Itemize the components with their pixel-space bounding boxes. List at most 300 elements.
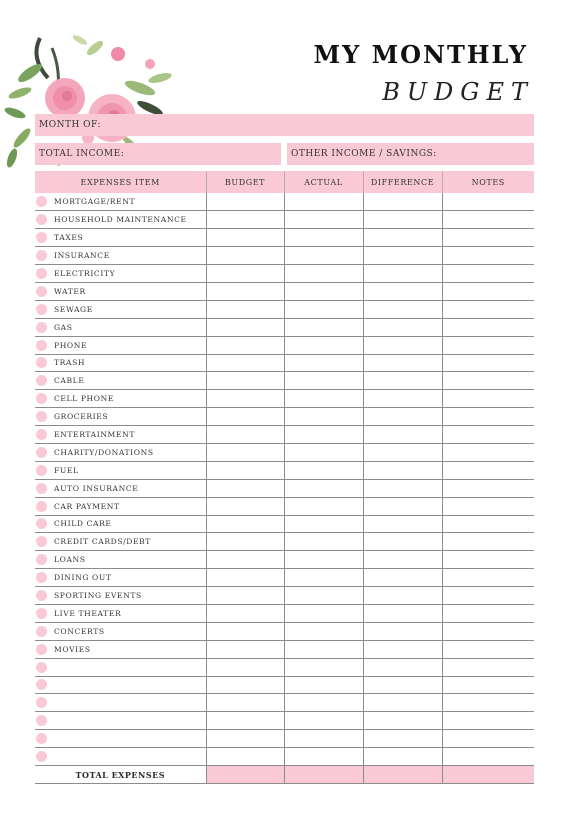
bullet-dot-icon [36, 340, 47, 351]
budget-cell[interactable] [206, 265, 284, 283]
expense-item [35, 283, 206, 300]
expense-item-label: CAR PAYMENT [54, 501, 120, 511]
expense-item-label: LOANS [54, 555, 86, 565]
expense-item [35, 748, 206, 765]
expense-item [35, 265, 206, 282]
table-row [35, 426, 534, 444]
expense-item [35, 229, 206, 246]
expense-item-cell [35, 658, 206, 676]
bullet-dot-icon [36, 715, 47, 726]
expense-item-cell [35, 426, 206, 444]
difference-cell[interactable] [363, 300, 442, 318]
bullet-dot-icon [36, 447, 47, 458]
difference-cell[interactable] [363, 211, 442, 229]
budget-cell[interactable] [206, 247, 284, 265]
notes-cell[interactable] [442, 587, 534, 605]
budget-cell[interactable] [206, 461, 284, 479]
column-header-actual: ACTUAL [284, 171, 363, 193]
difference-cell[interactable] [363, 640, 442, 658]
difference-cell[interactable] [363, 533, 442, 551]
budget-cell[interactable] [206, 622, 284, 640]
expense-item-label: CHARITY/DONATIONS [54, 447, 154, 457]
expense-item [35, 444, 206, 461]
notes-cell[interactable] [442, 551, 534, 569]
notes-cell[interactable] [442, 318, 534, 336]
difference-cell[interactable] [363, 712, 442, 730]
table-row [35, 211, 534, 229]
table-row [35, 265, 534, 283]
actual-cell[interactable] [284, 229, 363, 247]
expense-item-label: SEWAGE [54, 304, 93, 314]
budget-cell[interactable] [206, 569, 284, 587]
notes-cell[interactable] [442, 694, 534, 712]
expense-item-label: GROCERIES [54, 412, 109, 422]
total-notes-cell[interactable] [442, 766, 534, 784]
expense-item-cell [35, 443, 206, 461]
expense-item [35, 569, 206, 586]
notes-cell[interactable] [442, 247, 534, 265]
expense-item-label: MOVIES [54, 644, 91, 654]
notes-cell[interactable] [442, 479, 534, 497]
expense-item [35, 659, 206, 676]
expense-item-label: ENTERTAINMENT [54, 430, 135, 440]
budget-table [35, 171, 534, 784]
table-row [35, 461, 534, 479]
difference-cell[interactable] [363, 551, 442, 569]
budget-cell[interactable] [206, 551, 284, 569]
actual-cell[interactable] [284, 443, 363, 461]
budget-cell[interactable] [206, 443, 284, 461]
expense-item-label: SPORTING EVENTS [54, 591, 142, 601]
expense-item-cell [35, 408, 206, 426]
difference-cell[interactable] [363, 443, 442, 461]
table-row [35, 318, 534, 336]
bullet-dot-icon [36, 268, 47, 279]
expense-item [35, 337, 206, 354]
expense-item-label: CONCERTS [54, 626, 105, 636]
expense-item-label: WATER [54, 286, 86, 296]
month-of-field[interactable] [35, 114, 534, 136]
expense-item [35, 730, 206, 747]
expense-item-label: TAXES [54, 233, 84, 243]
actual-cell[interactable] [284, 282, 363, 300]
budget-cell[interactable] [206, 676, 284, 694]
expense-item-cell [35, 730, 206, 748]
budget-cell[interactable] [206, 604, 284, 622]
table-row [35, 587, 534, 605]
expense-item [35, 623, 206, 640]
notes-cell[interactable] [442, 658, 534, 676]
difference-cell[interactable] [363, 694, 442, 712]
expense-item-cell [35, 640, 206, 658]
budget-cell[interactable] [206, 640, 284, 658]
notes-cell[interactable] [442, 193, 534, 211]
table-row [35, 247, 534, 265]
table-row [35, 479, 534, 497]
expense-item-label: HOUSEHOLD MAINTENANCE [54, 215, 187, 225]
bullet-dot-icon [36, 375, 47, 386]
budget-cell[interactable] [206, 372, 284, 390]
bullet-dot-icon [36, 429, 47, 440]
budget-cell[interactable] [206, 229, 284, 247]
actual-cell[interactable] [284, 515, 363, 533]
expense-item [35, 533, 206, 550]
difference-cell[interactable] [363, 426, 442, 444]
total-actual-cell[interactable] [284, 766, 363, 784]
actual-cell[interactable] [284, 193, 363, 211]
difference-cell[interactable] [363, 282, 442, 300]
budget-cell[interactable] [206, 336, 284, 354]
table-row [35, 676, 534, 694]
notes-cell[interactable] [442, 748, 534, 766]
budget-cell[interactable] [206, 211, 284, 229]
difference-cell[interactable] [363, 461, 442, 479]
notes-cell[interactable] [442, 336, 534, 354]
expense-item-cell [35, 622, 206, 640]
expense-item [35, 605, 206, 622]
expense-item-cell [35, 461, 206, 479]
actual-cell[interactable] [284, 265, 363, 283]
table-row [35, 533, 534, 551]
actual-cell[interactable] [284, 604, 363, 622]
budget-cell[interactable] [206, 587, 284, 605]
table-row [35, 515, 534, 533]
table-row [35, 712, 534, 730]
page-title: MY MONTHLY [313, 40, 528, 69]
bullet-dot-icon [36, 518, 47, 529]
difference-cell[interactable] [363, 730, 442, 748]
actual-cell[interactable] [284, 658, 363, 676]
bullet-dot-icon [36, 554, 47, 565]
notes-cell[interactable] [442, 390, 534, 408]
expense-item-cell [35, 748, 206, 766]
other-income-label: OTHER INCOME / SAVINGS: [291, 149, 437, 159]
actual-cell[interactable] [284, 569, 363, 587]
notes-cell[interactable] [442, 426, 534, 444]
bullet-dot-icon [36, 214, 47, 225]
actual-cell[interactable] [284, 408, 363, 426]
expense-item-cell [35, 336, 206, 354]
expense-item [35, 301, 206, 318]
bullet-dot-icon [36, 697, 47, 708]
total-difference-cell[interactable] [363, 766, 442, 784]
notes-cell[interactable] [442, 300, 534, 318]
budget-cell[interactable] [206, 318, 284, 336]
table-row [35, 658, 534, 676]
expense-item-label: PHONE [54, 340, 88, 350]
difference-cell[interactable] [363, 622, 442, 640]
expense-item [35, 587, 206, 604]
bullet-dot-icon [36, 250, 47, 261]
expense-item [35, 712, 206, 729]
actual-cell[interactable] [284, 748, 363, 766]
table-row [35, 193, 534, 211]
notes-cell[interactable] [442, 265, 534, 283]
expense-item-cell [35, 479, 206, 497]
actual-cell[interactable] [284, 390, 363, 408]
bullet-dot-icon [36, 322, 47, 333]
expense-item-label: ELECTRICITY [54, 269, 116, 278]
bullet-dot-icon [36, 196, 47, 207]
actual-cell[interactable] [284, 372, 363, 390]
expense-item [35, 319, 206, 336]
table-row [35, 372, 534, 390]
bullet-dot-icon [36, 662, 47, 673]
actual-cell[interactable] [284, 533, 363, 551]
actual-cell[interactable] [284, 461, 363, 479]
column-header-expenses-item: EXPENSES ITEM [35, 171, 206, 193]
notes-cell[interactable] [442, 229, 534, 247]
expense-item-cell [35, 247, 206, 265]
expense-item [35, 355, 206, 372]
actual-cell[interactable] [284, 318, 363, 336]
table-row [35, 408, 534, 426]
budget-cell[interactable] [206, 658, 284, 676]
difference-cell[interactable] [363, 229, 442, 247]
difference-cell[interactable] [363, 658, 442, 676]
bullet-dot-icon [36, 304, 47, 315]
budget-cell[interactable] [206, 515, 284, 533]
budget-cell[interactable] [206, 390, 284, 408]
table-row [35, 300, 534, 318]
bullet-dot-icon [36, 751, 47, 762]
budget-cell[interactable] [206, 712, 284, 730]
expense-item-cell [35, 587, 206, 605]
actual-cell[interactable] [284, 336, 363, 354]
expense-item-cell [35, 533, 206, 551]
actual-cell[interactable] [284, 551, 363, 569]
budget-cell[interactable] [206, 282, 284, 300]
notes-cell[interactable] [442, 354, 534, 372]
table-row [35, 336, 534, 354]
expense-item-cell [35, 497, 206, 515]
bullet-dot-icon [36, 232, 47, 243]
bullet-dot-icon [36, 357, 47, 368]
expense-item-cell [35, 694, 206, 712]
expense-item-cell [35, 229, 206, 247]
expense-item-cell [35, 604, 206, 622]
expense-item [35, 694, 206, 711]
table-row [35, 569, 534, 587]
actual-cell[interactable] [284, 712, 363, 730]
expense-item [35, 390, 206, 407]
budget-cell[interactable] [206, 426, 284, 444]
expense-item-cell [35, 712, 206, 730]
difference-cell[interactable] [363, 265, 442, 283]
actual-cell[interactable] [284, 354, 363, 372]
difference-cell[interactable] [363, 247, 442, 265]
budget-cell[interactable] [206, 533, 284, 551]
expense-item [35, 247, 206, 264]
expense-item-label: INSURANCE [54, 251, 110, 261]
difference-cell[interactable] [363, 587, 442, 605]
expense-item-label: GAS [54, 322, 73, 332]
table-row [35, 640, 534, 658]
budget-cell[interactable] [206, 354, 284, 372]
expense-item [35, 641, 206, 658]
actual-cell[interactable] [284, 676, 363, 694]
actual-cell[interactable] [284, 300, 363, 318]
table-row [35, 390, 534, 408]
expense-item-cell [35, 515, 206, 533]
expense-item [35, 426, 206, 443]
notes-cell[interactable] [442, 604, 534, 622]
column-header-notes: NOTES [442, 171, 534, 193]
difference-cell[interactable] [363, 515, 442, 533]
budget-cell[interactable] [206, 193, 284, 211]
budget-cell[interactable] [206, 497, 284, 515]
difference-cell[interactable] [363, 604, 442, 622]
notes-cell[interactable] [442, 372, 534, 390]
table-header-row [35, 171, 534, 193]
bullet-dot-icon [36, 590, 47, 601]
expense-item [35, 498, 206, 515]
actual-cell[interactable] [284, 211, 363, 229]
expense-item-label: DINING OUT [54, 573, 112, 583]
notes-cell[interactable] [442, 676, 534, 694]
month-of-label: MONTH OF: [39, 120, 102, 130]
expense-item [35, 480, 206, 497]
table-row [35, 497, 534, 515]
expense-item-cell [35, 569, 206, 587]
actual-cell[interactable] [284, 497, 363, 515]
actual-cell[interactable] [284, 622, 363, 640]
budget-cell[interactable] [206, 730, 284, 748]
difference-cell[interactable] [363, 408, 442, 426]
expense-item-label: AUTO INSURANCE [54, 483, 139, 493]
expense-item-label: CREDIT CARDS/DEBT [54, 537, 151, 547]
table-row [35, 730, 534, 748]
notes-cell[interactable] [442, 282, 534, 300]
column-header-budget: BUDGET [206, 171, 284, 193]
expense-item [35, 677, 206, 694]
total-expenses-label: TOTAL EXPENSES [35, 766, 206, 784]
expense-item-cell [35, 193, 206, 211]
expense-item-cell [35, 372, 206, 390]
actual-cell[interactable] [284, 730, 363, 748]
difference-cell[interactable] [363, 569, 442, 587]
difference-cell[interactable] [363, 497, 442, 515]
difference-cell[interactable] [363, 336, 442, 354]
total-income-label: TOTAL INCOME: [39, 149, 125, 159]
budget-cell[interactable] [206, 694, 284, 712]
difference-cell[interactable] [363, 193, 442, 211]
expense-item-cell [35, 390, 206, 408]
expense-item-label: TRASH [54, 358, 86, 368]
expense-item-cell [35, 354, 206, 372]
table-row [35, 229, 534, 247]
expense-item [35, 516, 206, 533]
notes-cell[interactable] [442, 712, 534, 730]
notes-cell[interactable] [442, 408, 534, 426]
bullet-dot-icon [36, 608, 47, 619]
difference-cell[interactable] [363, 372, 442, 390]
table-row [35, 604, 534, 622]
actual-cell[interactable] [284, 247, 363, 265]
expense-item-label: CELL PHONE [54, 394, 114, 404]
expense-item-cell [35, 211, 206, 229]
table-row [35, 282, 534, 300]
bullet-dot-icon [36, 393, 47, 404]
total-budget-cell[interactable] [206, 766, 284, 784]
expense-item-label: CABLE [54, 376, 85, 386]
bullet-dot-icon [36, 572, 47, 583]
notes-cell[interactable] [442, 443, 534, 461]
bullet-dot-icon [36, 411, 47, 422]
notes-cell[interactable] [442, 515, 534, 533]
difference-cell[interactable] [363, 676, 442, 694]
notes-cell[interactable] [442, 533, 534, 551]
bullet-dot-icon [36, 626, 47, 637]
difference-cell[interactable] [363, 354, 442, 372]
expense-item-cell [35, 318, 206, 336]
expense-item-cell [35, 282, 206, 300]
actual-cell[interactable] [284, 694, 363, 712]
bullet-dot-icon [36, 536, 47, 547]
notes-cell[interactable] [442, 640, 534, 658]
difference-cell[interactable] [363, 390, 442, 408]
budget-cell[interactable] [206, 748, 284, 766]
notes-cell[interactable] [442, 497, 534, 515]
page-subtitle: BUDGET [382, 78, 534, 106]
actual-cell[interactable] [284, 426, 363, 444]
column-header-difference: DIFFERENCE [363, 171, 442, 193]
table-row [35, 551, 534, 569]
total-expenses-row [35, 766, 534, 784]
table-row [35, 694, 534, 712]
table-row [35, 354, 534, 372]
notes-cell[interactable] [442, 461, 534, 479]
total-income-field[interactable] [35, 143, 281, 165]
expense-item [35, 193, 206, 210]
bullet-dot-icon [36, 679, 47, 690]
expense-item-cell [35, 265, 206, 283]
notes-cell[interactable] [442, 622, 534, 640]
budget-cell[interactable] [206, 408, 284, 426]
notes-cell[interactable] [442, 569, 534, 587]
expense-item-label: FUEL [54, 465, 79, 475]
bullet-dot-icon [36, 501, 47, 512]
expense-item-label: CHILD CARE [54, 519, 112, 529]
table-row [35, 622, 534, 640]
expense-item-cell [35, 676, 206, 694]
difference-cell[interactable] [363, 748, 442, 766]
actual-cell[interactable] [284, 640, 363, 658]
bullet-dot-icon [36, 465, 47, 476]
difference-cell[interactable] [363, 318, 442, 336]
expense-item [35, 211, 206, 228]
budget-cell[interactable] [206, 300, 284, 318]
actual-cell[interactable] [284, 587, 363, 605]
budget-cell[interactable] [206, 479, 284, 497]
actual-cell[interactable] [284, 479, 363, 497]
notes-cell[interactable] [442, 211, 534, 229]
expense-item [35, 408, 206, 425]
expense-item [35, 551, 206, 568]
expense-item [35, 462, 206, 479]
table-row [35, 748, 534, 766]
expense-item-label: LIVE THEATER [54, 608, 122, 618]
bullet-dot-icon [36, 644, 47, 655]
bullet-dot-icon [36, 733, 47, 744]
notes-cell[interactable] [442, 730, 534, 748]
bullet-dot-icon [36, 286, 47, 297]
difference-cell[interactable] [363, 479, 442, 497]
other-income-field[interactable] [287, 143, 534, 165]
expense-item-cell [35, 551, 206, 569]
expense-item-cell [35, 300, 206, 318]
table-row [35, 443, 534, 461]
